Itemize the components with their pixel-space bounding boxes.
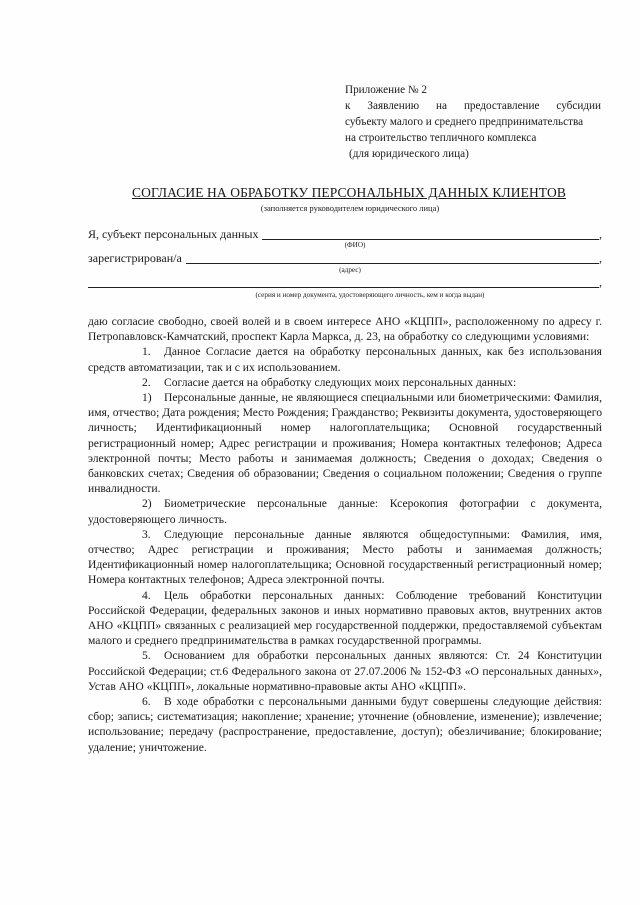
appendix-header: [345, 82, 601, 162]
fio-hint: (ФИО): [344, 241, 366, 249]
clause-text: Согласие дается на обработку следующих моих персональных данных:: [164, 375, 517, 389]
registered-label: зарегистрирован/а: [88, 251, 182, 265]
subject-label: Я, субъект персональных данных: [88, 227, 259, 241]
clause-text: Биометрические персональные данные: Ксерокопия фотографии с документа, удостоверяющего личность.: [88, 497, 602, 526]
subject-name-field[interactable]: [262, 228, 599, 240]
clause-2: [88, 375, 602, 390]
subject-name-row: [88, 226, 602, 242]
clause-number: 2): [142, 497, 152, 511]
clause-text: Основанием для обработки персональных данных являются: Ст. 24 Конституции Российской Федерации; ст.6 Федерального закона от 27.07.2006 № 152-ФЗ «О персональных данных», Устав АНО «КЦПП», локальные нормативно-правовые акты АНО «КЦПП».: [88, 649, 602, 693]
clause-number: 5.: [142, 649, 151, 663]
appendix-word: к: [345, 100, 351, 112]
clause-text: Данное Согласие дается на обработку персональных данных, как без использования средств автоматизации, так и с их использованием.: [88, 345, 602, 374]
appendix-word: на: [436, 100, 447, 112]
clause-2-2: [88, 496, 602, 526]
clause-text: Следующие персональные данные являются общедоступными: Фамилия, имя, отчество; Адрес регистрации и проживания; Место работы и занимаемая должность; Идентификационный номер налогоплательщика; Основной государственный регистрационный номер; Номера контактных телефонов; Адреса электронной почты.: [88, 527, 602, 587]
intro-paragraph: даю согласие свободно, своей волей и в своем интересе АНО «КЦПП», расположенному по адресу г. Петропавловск-Камчатский, проспект Карла Маркса, д. 23, на обработку со следующими условиями:: [88, 315, 602, 344]
clause-number: 3.: [142, 527, 151, 541]
comma: ,: [599, 227, 602, 241]
clause-text: Персональные данные, не являющиеся специальными или биометрическими: Фамилия, имя, отчество; Дата рождения; Место Рождения; Гражданство; Реквизиты документа, удостоверяющего личность; Идентификационный номер налогоплательщика; Основной государственный регистрационный номер; Адрес регистрации и проживания; Номера контактных телефонов; Адреса электронной почты; Место работы и занимаемая должность; Сведения о доходах; Сведения о банковских счетах; Сведения об образовании; Сведения о социальном положении; Сведения о группе инвалидности.: [88, 391, 602, 496]
document-title: СОГЛАСИЕ НА ОБРАБОТКУ ПЕРСОНАЛЬНЫХ ДАННЫХ КЛИЕНТОВ: [132, 185, 566, 200]
comma: ,: [599, 275, 602, 289]
clause-text: В ходе обработки с персональными данными будут совершены следующие действия: сбор; запись; систематизация; накопление; хранение; уточнение (обновление, изменение); извлечение; использование; передачу (распространение, предоставление, доступ); обезличивание; блокирование; удаление; уничтожение.: [88, 695, 602, 754]
appendix-word: предоставление: [463, 100, 540, 112]
clause-number: 1): [142, 391, 152, 405]
clause-5: [88, 648, 602, 694]
appendix-line-4: (для юридического лица): [349, 148, 469, 160]
comma: ,: [599, 251, 602, 265]
clause-2-1: [88, 390, 602, 496]
address-field[interactable]: [186, 252, 599, 264]
clause-text: Цель обработки персональных данных: Соблюдение требований Конституции Российской Федерации, федеральных законов и иных нормативно правовых актов, внутренних актов АНО «КЦПП» связанных с реализацией мер государственной поддержки, предоставляемой субъектам малого и среднего предпринимательства в рамках государственной программы.: [88, 588, 602, 648]
document-row: [88, 274, 602, 290]
clause-6: [88, 694, 602, 755]
clause-1: [88, 344, 602, 374]
clause-number: 2.: [142, 375, 151, 389]
appendix-line-1: [345, 98, 601, 114]
document-field[interactable]: [88, 276, 599, 288]
appendix-line-2: субъекту малого и среднего предпринимательства: [345, 116, 584, 128]
appendix-word: субсидии: [556, 100, 601, 112]
document-subtitle: (заполняется руководителем юридического лица): [260, 203, 440, 213]
appendix-title: Приложение № 2: [345, 84, 427, 96]
registered-row: [88, 250, 602, 266]
clause-number: 6.: [142, 695, 151, 709]
clause-number: 1.: [142, 345, 151, 359]
clause-3: [88, 527, 602, 588]
appendix-line-3: на строительство тепличного комплекса: [345, 132, 537, 144]
document-hint: (серия и номер документа, удостоверяющего личность, кем и когда выдан): [255, 291, 485, 299]
address-hint: (адрес): [339, 266, 361, 274]
consent-body: [88, 314, 602, 755]
clause-4: [88, 588, 602, 649]
appendix-word: Заявлению: [367, 100, 420, 112]
clause-number: 4.: [142, 588, 151, 602]
